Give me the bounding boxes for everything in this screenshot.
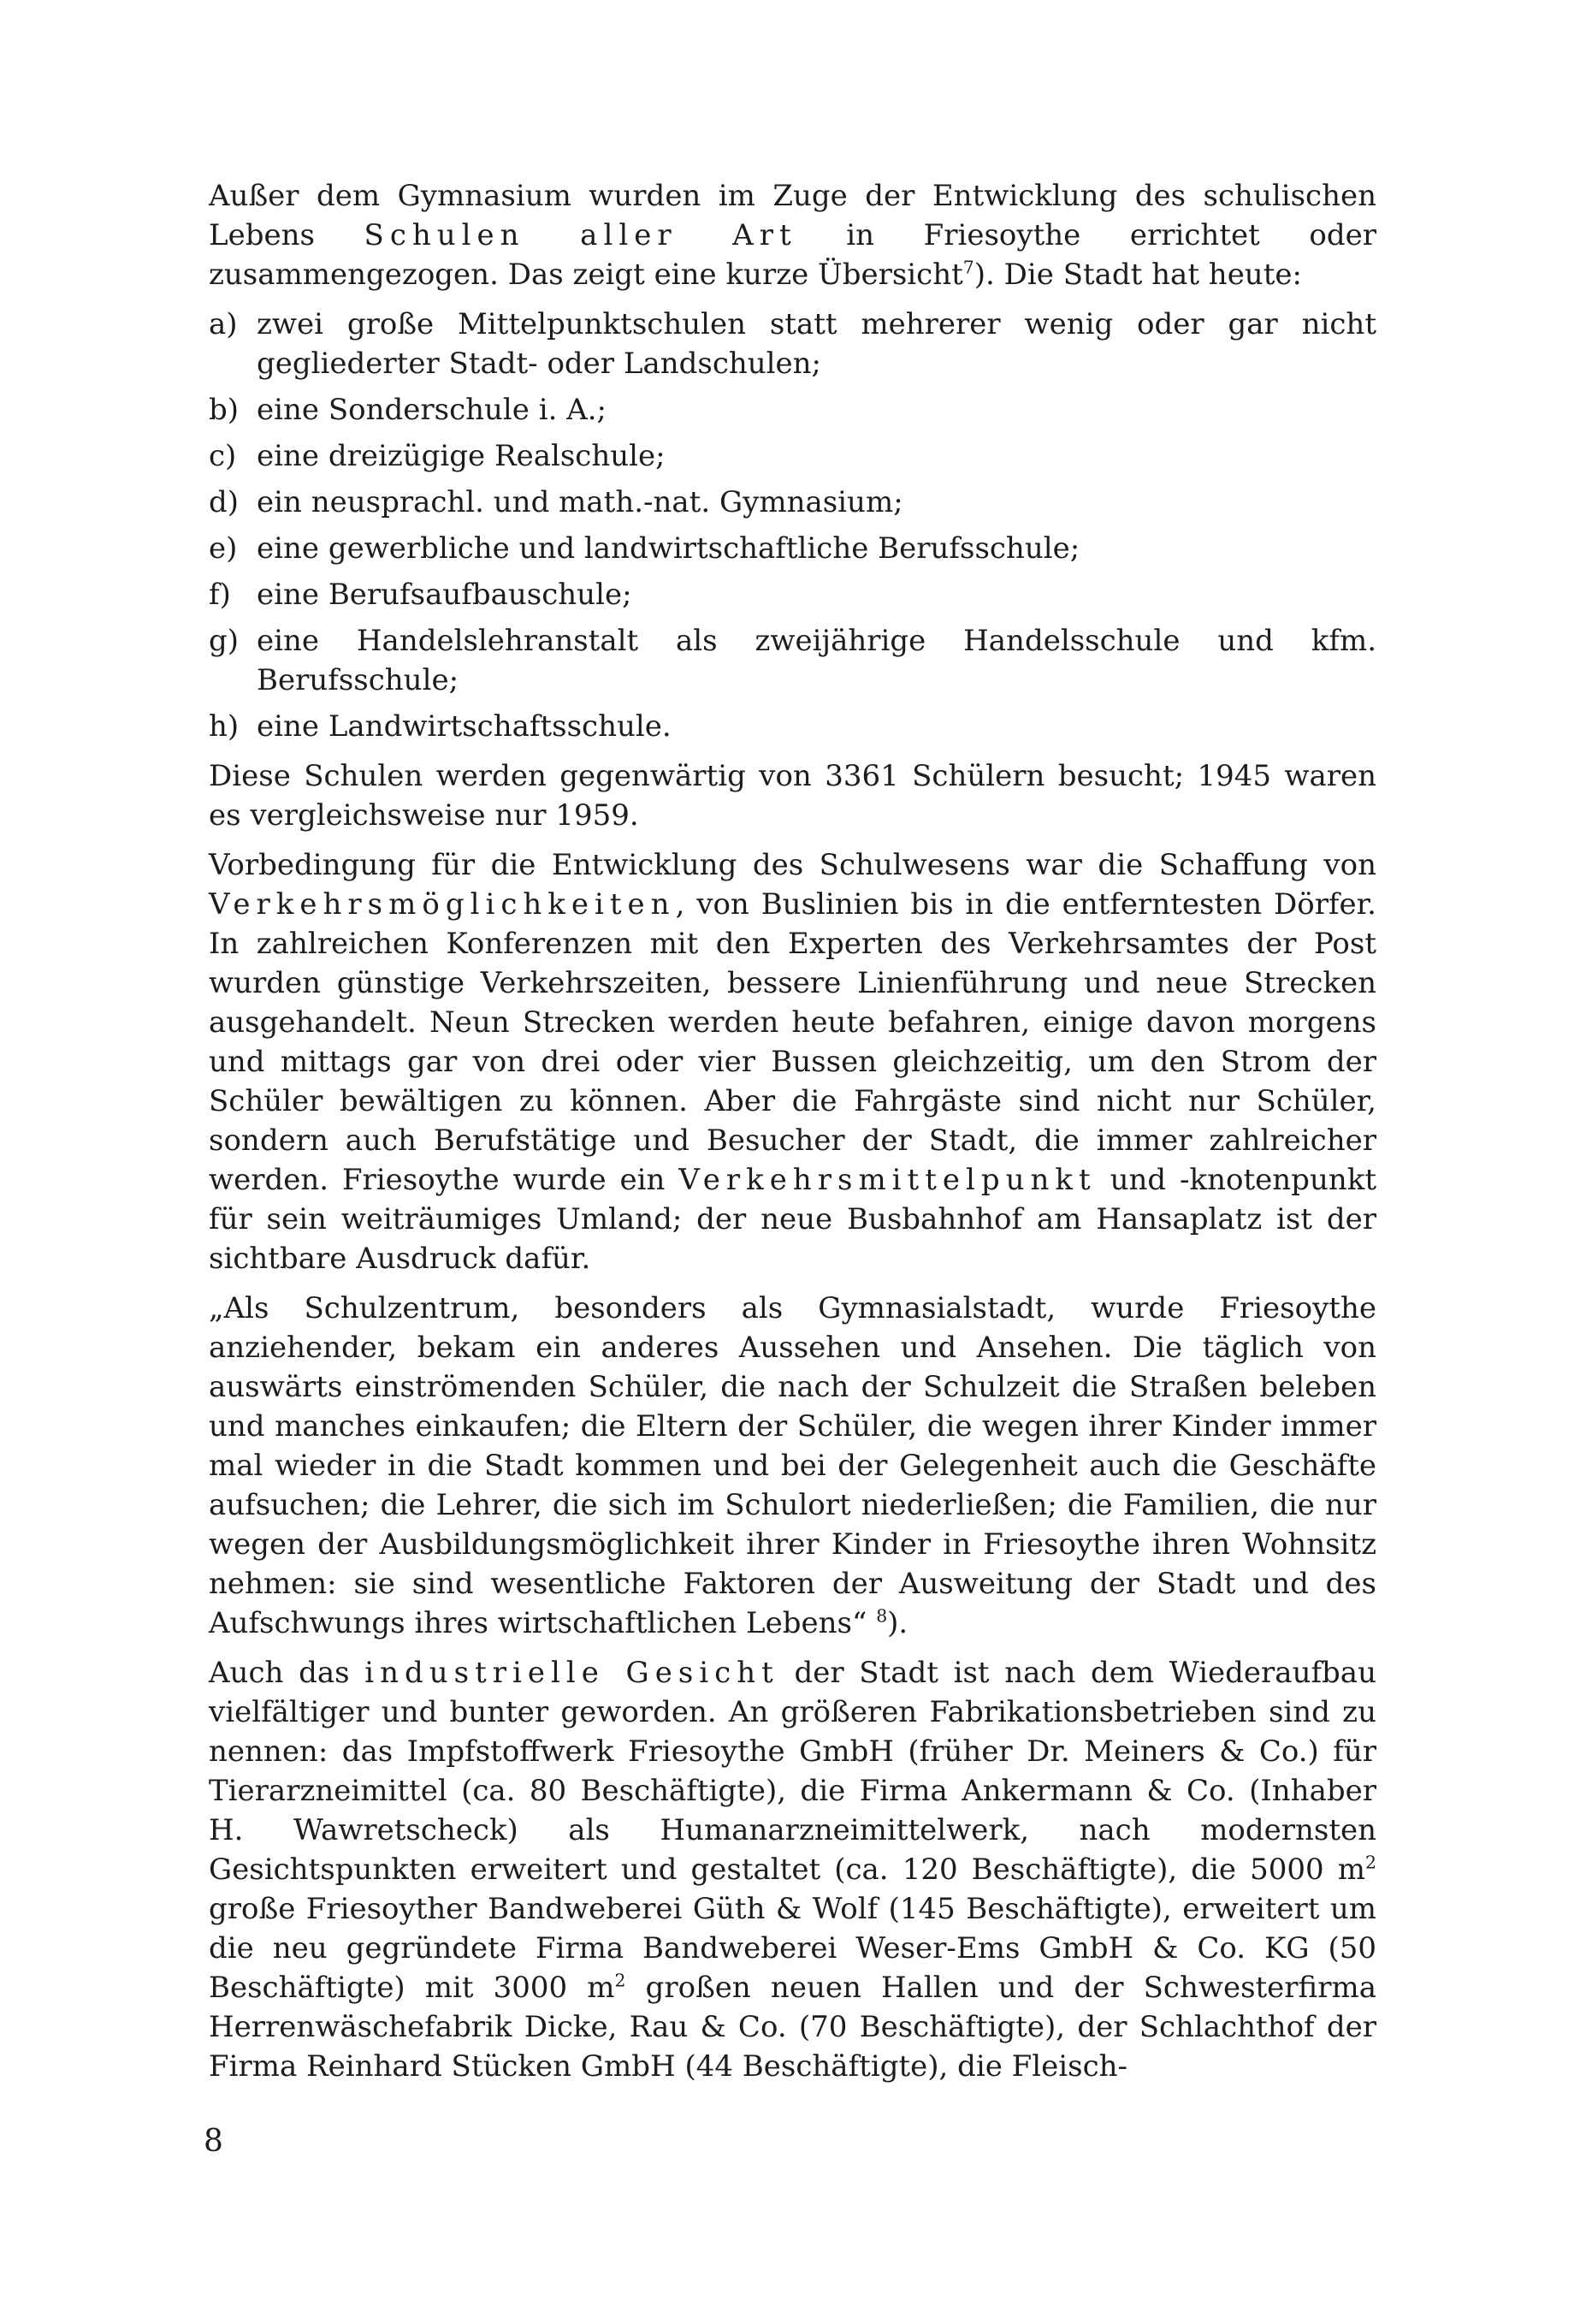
quote-text: „Als Schulzentrum, besonders als Gymnasialstadt, wurde Friesoythe anziehender, bekam ein anderes Aussehen und Ansehen. Die täglich von auswärts einströmenden Schüler, die nach der Schulzeit die Straßen beleben und manches einkaufen; die Eltern der Schüler, die wegen ihrer Kinder immer mal wieder in die Stadt kommen und bei der Gelegenheit auch die Geschäfte aufsuchen; die Lehrer, die sich im Schulort niederließen; die Familien, die nur wegen der Ausbildungsmöglichkeit ihrer Kinder in Friesoythe ihren Wohnsitz nehmen: sie sind wesentliche Faktoren der Ausweitung der Stadt und des Aufschwungs ihres wirtschaftlichen Lebens“ — [209, 1291, 1376, 1640]
superscript-squared: 2 — [1365, 1852, 1376, 1873]
industry-text-1: Auch das — [209, 1656, 365, 1690]
list-item — [209, 707, 1376, 746]
list-marker: a) — [209, 307, 238, 341]
industry-text-3: große Friesoyther Bandweberei Güth & Wolf (145 Beschäftigte), erweitert um die neu gegründete Firma Bandweberei Weser-Ems GmbH & Co. KG (50 Beschäftigte) mit 3000 m — [209, 1892, 1376, 2005]
page-body — [209, 176, 1376, 2096]
list-item — [209, 483, 1376, 522]
intro-text-2: in Friesoythe errichtet oder zusammengezogen. Das zeigt eine kurze Übersicht — [209, 218, 1376, 292]
industry-text-2: der Stadt ist nach dem Wiederaufbau vielfältiger und bunter geworden. An größeren Fabrikationsbetrieben sind zu nennen: das Impfstoffwerk Friesoythe GmbH (früher Dr. Meiners & Co.) für Tierarzneimittel (ca. 80 Beschäftigte), die Firma Ankermann & Co. (Inhaber H. Wawretscheck) als Humanarzneimittelwerk, nach modernsten Gesichtspunkten erweitert und gestaltet (ca. 120 Beschäftigte), die 5000 m — [209, 1656, 1376, 1887]
traffic-text-3: und -knotenpunkt für sein weiträumiges Umland; der neue Busbahnhof am Hansaplatz ist der sichtbare Ausdruck dafür. — [209, 1163, 1377, 1276]
industry-paragraph — [209, 1653, 1376, 2086]
traffic-text-2: , von Buslinien bis in die entferntesten Dörfer. In zahlreichen Konferenzen mit den Experten des Verkehrsamtes der Post wurden günstige Verkehrszeiten, bessere Linienführung und neue Strecken ausgehandelt. Neun Strecken werden heute befahren, einige davon morgens und mittags gar von drei oder vier Bussen gleichzeitig, um den Strom der Schüler bewältigen zu können. Aber die Fahrgäste sind nicht nur Schüler, sondern auch Berufstätige und Besucher der Stadt, die immer zahlreicher werden. Friesoythe wurde ein — [209, 887, 1376, 1197]
industry-emphasis: industrielle Gesicht — [364, 1656, 779, 1690]
page-number: 8 — [204, 2124, 223, 2159]
intro-text-1: Außer dem Gymnasium wurden im Zuge der Entwicklung des schulischen Lebens — [209, 179, 1376, 252]
quote-close: ). — [887, 1606, 908, 1640]
list-marker: g) — [209, 624, 240, 658]
list-marker: d) — [209, 485, 240, 519]
traffic-text-1: Vorbedingung für die Entwicklung des Schulwesens war die Schaffung von — [209, 848, 1376, 882]
list-marker: e) — [209, 531, 238, 566]
industry-text-4: großen neuen Hallen und der Schwesterfirma Herrenwäschefabrik Dicke, Rau & Co. (70 Beschäftigte), der Schlachthof der Firma Reinhard Stücken GmbH (44 Beschäftigte), die Fleisch- — [209, 1971, 1376, 2084]
students-paragraph: Diese Schulen werden gegenwärtig von 3361 Schülern besucht; 1945 waren es vergleichsweise nur 1959. — [209, 759, 1376, 833]
list-marker: f) — [209, 578, 231, 612]
list-item-text: eine dreizügige Realschule; — [257, 439, 666, 473]
intro-text-3: ). Die Stadt hat heute: — [973, 258, 1302, 292]
superscript-squared: 2 — [614, 1970, 626, 1991]
list-marker: c) — [209, 439, 237, 473]
list-item — [209, 621, 1376, 700]
traffic-paragraph — [209, 845, 1376, 1278]
list-item-text: ein neusprachl. und math.-nat. Gymnasium; — [257, 485, 903, 519]
list-item-text: eine Handelslehranstalt als zweijährige Handelsschule und kfm. Berufsschule; — [257, 624, 1376, 697]
list-item — [209, 436, 1376, 476]
list-item — [209, 575, 1376, 614]
traffic-emphasis-1: Verkehrsmöglichkeiten — [209, 887, 676, 922]
footnote-ref-8: 8 — [876, 1605, 888, 1627]
school-list — [209, 305, 1376, 746]
intro-paragraph — [209, 176, 1376, 294]
intro-emphasis: Schulen aller Art — [364, 218, 797, 252]
list-item — [209, 305, 1376, 383]
list-marker: b) — [209, 393, 240, 427]
list-item — [209, 390, 1376, 430]
list-item-text: eine gewerbliche und landwirtschaftliche Berufsschule; — [257, 531, 1080, 566]
list-item-text: eine Landwirtschaftsschule. — [257, 709, 672, 744]
traffic-emphasis-2: Verkehrsmittelpunkt — [678, 1163, 1097, 1197]
footnote-ref-7: 7 — [962, 257, 974, 278]
list-marker: h) — [209, 709, 240, 744]
list-item-text: eine Berufsaufbauschule; — [257, 578, 632, 612]
list-item-text: eine Sonderschule i. A.; — [257, 393, 607, 427]
quote-paragraph — [209, 1289, 1376, 1643]
list-item-text: zwei große Mittelpunktschulen statt mehrerer wenig oder gar nicht gegliederter Stadt- oder Landschulen; — [257, 307, 1376, 381]
list-item — [209, 529, 1376, 568]
